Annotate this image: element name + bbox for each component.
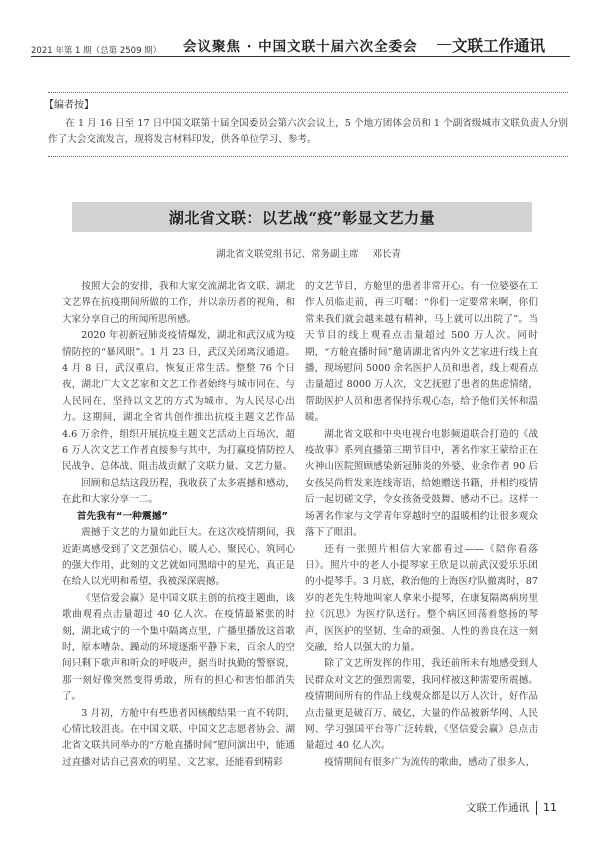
- paragraph: 除了文艺所发挥的作用，我还前所未有地感受到人民群众对文艺的强烈需要，我同样被这种需要所震撼。疫情期间所有的作品上线观众都是以万人次计，好作品点击量更是破百万、破亿，大量的作品被新华网、人民网、学习强国平台等广泛转载，《坚信爱会赢》总点击量超过 40 亿人次。: [305, 658, 538, 752]
- header-rule: [31, 56, 570, 57]
- byline: [216, 246, 401, 260]
- footer-separator: [536, 801, 537, 815]
- paragraph: 的文艺节目，方舱里的患者非常开心。有一位婆婆在工作人员临走前，再三叮嘱：“你们一定要常来啊，你们常来我们就会越来越有精神，马上就可以出院了”。当天节目的线上观看点击量超过 500 万人次。同时期，“方舱直播时间”邀请湖北省内外文艺家进行线上直播，现场慰问 5000 余名医护人员和患者，线上观看点击量超过 8000 万人次，文艺抚慰了患者的焦虑情绪，帮助医护人员和患者保持乐观心态，给予他们关怀和温暖。: [305, 281, 538, 424]
- editor-note-body: 在 1 月 16 日至 17 日中国文联第十届全国委员会第六次会议上，5 个地方团体会员和 1 个副省级城市文联负责人分别作了大会交流发言，现将发言材料印发，供各单位学习、参考。: [48, 118, 568, 145]
- editor-note-top-border: [48, 92, 568, 93]
- paragraph: 按照大会的安排，我和大家交流湖北省文联、湖北文艺界在抗疫期间所做的工作，并以亲历者的视角，和大家分享自己的所闻所思所感。: [62, 281, 295, 325]
- paragraph: 《坚信爱会赢》是中国文联主创的抗疫主题曲，该歌曲观看点击量超过 40 亿人次。在疫情最紧张的时刻，湖北咸宁的一个集中隔离点里，广播里播放这首歌时，原本嘈杂、躁动的环境逐渐平静下来，百余人的空间只剩下歌声和听众的呼吸声，据当时执勤的警察说，那一刻好像突然变得勇敢，所有的担心和害怕都消失了。: [62, 592, 295, 703]
- right-column: [305, 279, 538, 771]
- editor-note-tag: 【编者按】: [44, 100, 94, 111]
- issue-label: 2021 年第 1 期（总第 2509 期）: [31, 46, 162, 56]
- page-footer: [466, 800, 557, 815]
- brand-title: 文联工作通讯: [452, 37, 546, 55]
- header-dash: [437, 44, 451, 45]
- paragraph: 3 月初，方舱中有些患者因核酸结果一直不转阴，心情比较沮丧。在中国文联、中国文艺志愿者协会、湖北省文联共同举办的“方舱直播时间”慰问演出中，能通过直播对话自己喜欢的明星、文艺家，还能看到精彩: [62, 707, 295, 768]
- paragraph: 疫情期间有很多广为流传的歌曲，感动了很多人，: [324, 756, 536, 768]
- paragraph: 湖北省文联和中央电视台电影频道联合打造的《战疫故事》系列直播第三期节目中，著名作家王蒙给正在火神山医院照顾感染新冠肺炎的外婆、业余作者 90 后女孩吴尚哲发来连线寄语，给她赠送书籍，并相约疫情后一起切磋文学，令女孩备受鼓舞、感动不已。这样一场著名作家与文学青年穿越时空的温暖相约让很多观众落下了眼泪。: [305, 428, 538, 539]
- section-title: 会议聚焦 · 中国文联十届六次全委会: [183, 39, 418, 55]
- editor-note: [44, 98, 568, 148]
- paragraph: 震撼于文艺的力量如此巨大。在这次疫情期间，我近距离感受到了文艺强信心、暖人心、聚民心、筑同心的强大作用，此刻的文艺就如同黑暗中的星光，真正是在给人以光明和希望，我被深深震撼。: [62, 527, 295, 588]
- author-name: 邓长青: [372, 249, 402, 260]
- article-title: 湖北省文联：以艺战“疫”彰显文艺力量: [168, 208, 436, 227]
- page-number: 11: [543, 801, 557, 814]
- subheading: 首先我有“一种震撼”: [76, 510, 168, 522]
- left-column: [62, 279, 295, 771]
- editor-note-bottom-border: [48, 156, 568, 157]
- paragraph: 回顾和总结这段历程，我收获了太多震撼和感动，在此和大家分享一二。: [62, 477, 295, 506]
- article-title-bar: [72, 202, 532, 232]
- paragraph: 还有一张照片相信大家都看过——《陪你看落日》。照片中的老人小提琴家王欣是以前武汉爱乐乐团的小提琴手。3 月底，救治他的上海医疗队撤离时，87 岁的老先生特地叫家人拿来小提琴，在康复隔离病房里拉《沉思》为医疗队送行。整个病区回荡着悠扬的琴声，医医护的坚韧、生命的顽强、人性的善良在这一刻交融，给人以强大的力量。: [305, 543, 538, 653]
- footer-label: 文联工作通讯: [466, 802, 529, 814]
- paragraph: 2020 年初新冠肺炎疫情爆发，湖北和武汉成为疫情防控的“暴风眼”。1 月 23 日，武汉关闭离汉通道。4 月 8 日，武汉重启，恢复正常生活。整整 76 个日夜，湖北广大文艺家和文艺工作者始终与城市同在、与人民同在，坚持以文艺的方式为城市、为人民尽心出力。这期间，湖北全省共创作推出抗疫主题文艺作品 4.6 万余件，组织开展抗疫主题文艺活动上百场次，超 6 万人次文艺工作者直接参与其中，为打赢疫情防控人民战争、总体战、阻击战贡献了文联力量、文艺力量。: [62, 330, 295, 473]
- author-role: 湖北省文联党组书记、常务副主席: [216, 249, 359, 260]
